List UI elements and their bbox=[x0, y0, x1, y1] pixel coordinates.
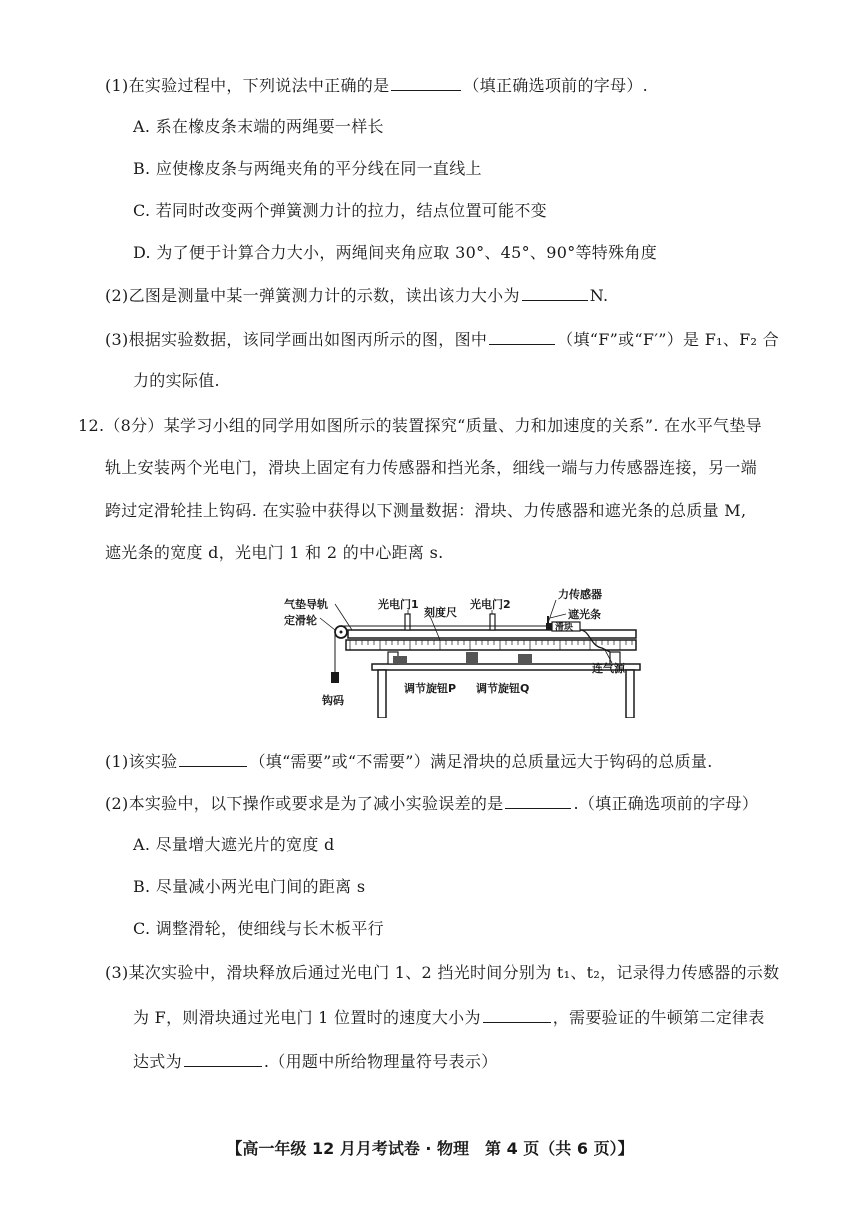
q12-option-c: C. 调整滑轮，使细线与长木板平行 bbox=[133, 919, 384, 938]
answer-blank[interactable] bbox=[179, 750, 247, 767]
answer-blank[interactable] bbox=[391, 74, 461, 91]
q11-option-d: D. 为了便于计算合力大小，两绳间夹角应取 30°、45°、90°等特殊角度 bbox=[133, 243, 657, 262]
label-sensor: 力传感器 bbox=[558, 588, 602, 601]
q12-part1: (1)该实验 （填“需要”或“不需要”）满足滑块的总质量远大于钩码的总质量. bbox=[105, 752, 713, 771]
photogate-2-icon bbox=[490, 614, 495, 630]
page-footer: 【高一年级 12 月月考试卷 · 物理 第 4 页（共 6 页）】 bbox=[226, 1139, 634, 1158]
table-leg-right bbox=[626, 670, 634, 718]
q12-line2: 轨上安装两个光电门，滑块上固定有力传感器和挡光条，细线一端与力传感器连接，另一端 bbox=[105, 458, 758, 477]
q12-option-a: A. 尽量增大遮光片的宽度 d bbox=[133, 835, 335, 854]
force-sensor-icon bbox=[546, 623, 552, 630]
label-gate2: 光电门2 bbox=[470, 598, 511, 611]
label-slider: 滑块 bbox=[555, 623, 574, 633]
answer-blank[interactable] bbox=[483, 1006, 551, 1023]
answer-blank[interactable] bbox=[505, 792, 571, 809]
q12-part2: (2)本实验中，以下操作或要求是为了减小实验误差的是 .（填正确选项前的字母） bbox=[105, 794, 759, 813]
knob-p-icon bbox=[393, 656, 407, 664]
air-track-diagram bbox=[280, 588, 660, 718]
label-knob-p: 调节旋钮P bbox=[404, 682, 457, 695]
q12-line3: 跨过定滑轮挂上钩码. 在实验中获得以下测量数据：滑块、力传感器和遮光条的总质量 M, bbox=[105, 501, 747, 520]
label-weight: 钩码 bbox=[322, 694, 344, 707]
label-pulley: 定滑轮 bbox=[284, 614, 317, 627]
q12-part3-line2: 为 F，则滑块通过光电门 1 位置时的速度大小为 ，需要验证的牛顿第二定律表 bbox=[133, 1008, 765, 1027]
q11-part2: (2)乙图是测量中某一弹簧测力计的示数，读出该力大小为 N. bbox=[105, 286, 609, 305]
q12-option-b: B. 尽量减小两光电门间的距离 s bbox=[133, 877, 366, 896]
q12-part3: (3)某次实验中，滑块释放后通过光电门 1、2 挡光时间分别为 t₁、t₂，记录得力传感器的示数 bbox=[105, 963, 780, 982]
label-air: 连气源 bbox=[592, 662, 625, 675]
label-strip: 遮光条 bbox=[568, 608, 601, 621]
photogate-1-icon bbox=[405, 614, 410, 630]
weight-icon bbox=[331, 672, 339, 683]
q11-part3-cont: 力的实际值. bbox=[133, 371, 220, 390]
q11-option-a: A. 系在橡皮条末端的两绳要一样长 bbox=[133, 117, 384, 136]
q12-head: 12.（8分）某学习小组的同学用如图所示的装置探究“质量、力和加速度的关系”. 在水平气垫导 bbox=[78, 416, 762, 435]
knob-q-icon bbox=[518, 654, 532, 664]
answer-blank[interactable] bbox=[489, 328, 555, 345]
table-leg-left bbox=[378, 670, 386, 718]
q11-part3: (3)根据实验数据，该同学画出如图丙所示的图，图中 （填“F”或“F′”）是 F₁、F₂ 合 bbox=[105, 330, 779, 349]
label-gate1: 光电门1 bbox=[378, 598, 419, 611]
q11-option-b: B. 应使橡皮条与两绳夹角的平分线在同一直线上 bbox=[133, 159, 482, 178]
center-support bbox=[466, 652, 478, 664]
q11-option-c: C. 若同时改变两个弹簧测力计的拉力，结点位置可能不变 bbox=[133, 201, 547, 220]
label-rail: 气垫导轨 bbox=[284, 598, 328, 611]
q12-part3-line3: 达式为 .（用题中所给物理量符号表示） bbox=[133, 1052, 498, 1071]
q12-line4: 遮光条的宽度 d，光电门 1 和 2 的中心距离 s. bbox=[105, 543, 444, 562]
air-rail bbox=[348, 630, 636, 638]
q11-part1: (1)在实验过程中，下列说法中正确的是 （填正确选项前的字母）. bbox=[105, 76, 649, 95]
label-ruler: 刻度尺 bbox=[424, 606, 457, 619]
answer-blank[interactable] bbox=[522, 284, 588, 301]
label-knob-q: 调节旋钮Q bbox=[476, 682, 530, 695]
answer-blank[interactable] bbox=[184, 1050, 262, 1067]
